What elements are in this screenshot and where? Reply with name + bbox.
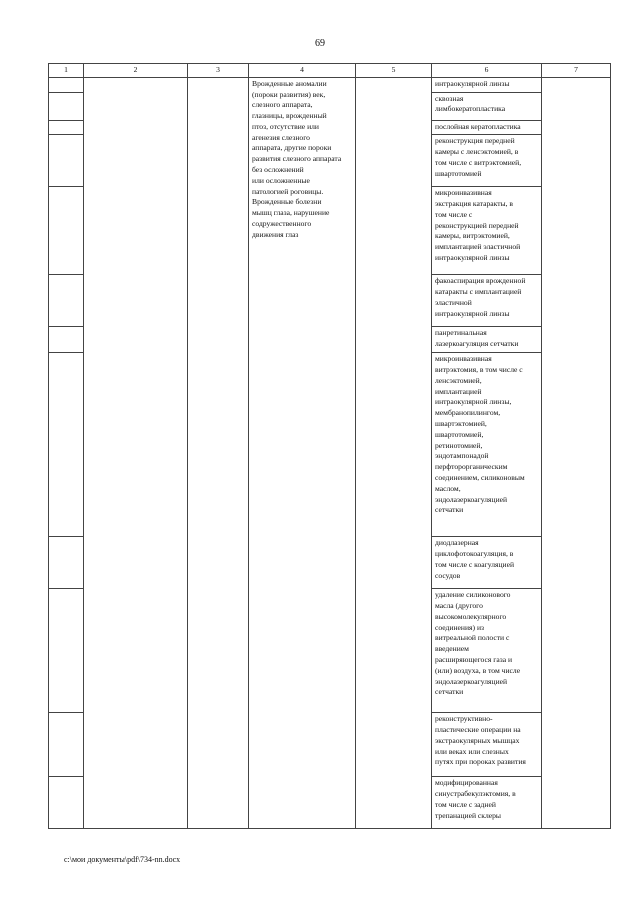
diagnosis-text: Врожденные аномалии (пороки развития) век, слезного аппарата, глазницы, врожденный птоз, отсутствие или агенезия слезного аппарата, другие пороки развития слезного аппарата без осложнений или осложненные патологией роговицы. Врожденные болезни мышц глаза, нарушение содружественного движения глаз [252, 78, 342, 239]
column-header: 3 [188, 64, 249, 78]
column5-merged-cell [356, 77, 432, 829]
procedure-text: диодлазерная циклофотокоагуляция, в том числе с коагуляцией сосудов [435, 538, 515, 580]
column1-cell [49, 77, 84, 92]
table-header-row [49, 64, 611, 78]
page-number: 69 [315, 38, 325, 49]
column-header: 7 [542, 64, 611, 78]
procedure-text: удаление силиконового масла (другого высокомолекулярного соединения) из витреальной полости с введением расширяющегося газа и (или) воздуха, в том числе эндолазеркоагуляцией сетчатки [435, 590, 521, 697]
column3-merged-cell [188, 77, 249, 829]
procedure-cell [432, 353, 542, 537]
column1-cell [49, 327, 84, 353]
procedure-text: микроинвазивная экстракция катаракты, в том числе с реконструкцией передней камеры, витрэктомией, имплантацией эластичной интраокулярной линзы [435, 188, 521, 263]
column1-cell [49, 92, 84, 120]
procedure-cell [432, 327, 542, 353]
services-table [48, 63, 611, 829]
procedure-cell [432, 120, 542, 135]
procedure-text: факоаспирация врожденной катаракты с имплантацией эластичной интраокулярной линзы [435, 276, 526, 318]
procedure-cell [432, 537, 542, 589]
procedure-text: интраокулярной линзы [435, 78, 510, 88]
column-header: 4 [249, 64, 356, 78]
procedure-cell [432, 713, 542, 777]
column1-cell [49, 713, 84, 777]
procedure-text: реконструкция передней камеры с ленсэктомией, в том числе с витрэктомией, швартотомией [435, 136, 522, 178]
column1-cell [49, 353, 84, 537]
file-path-footer: c:\мои документы\pdf\734-nn.docx [64, 855, 181, 864]
column-header: 6 [432, 64, 542, 78]
procedure-text: микроинвазивная витрэктомия, в том числе с ленсэктомией, имплантацией интраокулярной линзы, мембранопилингом, швартэктомией, швартотомией, ретинотомией, эндотампонадой перфторорганическим соединением, силиконовым маслом, эндолазеркоагуляцией сетчатки [435, 354, 525, 515]
procedure-text: сквозная лимбокератопластика [435, 93, 506, 114]
procedure-cell [432, 777, 542, 829]
column1-cell [49, 777, 84, 829]
procedure-cell [432, 275, 542, 327]
procedure-text: модифицированная синустрабекулэктомия, в том числе с задней трепанацией склеры [435, 778, 516, 820]
procedure-cell [432, 589, 542, 713]
diagnosis-cell [249, 77, 356, 829]
procedure-cell [432, 77, 542, 92]
column1-cell [49, 120, 84, 135]
column-header: 2 [84, 64, 188, 78]
column1-cell [49, 275, 84, 327]
column2-merged-cell [84, 77, 188, 829]
table-row [49, 77, 611, 92]
procedure-cell [432, 187, 542, 275]
procedure-cell [432, 92, 542, 120]
column-header: 5 [356, 64, 432, 78]
procedure-cell [432, 135, 542, 187]
column1-cell [49, 589, 84, 713]
column1-cell [49, 537, 84, 589]
column-header: 1 [49, 64, 84, 78]
procedure-text: реконструктивно- пластические операции на экстраокулярных мышцах или веках или слезных путях при пороках развития [435, 714, 526, 767]
procedure-text: послойная кератопластика [435, 121, 521, 131]
procedure-text: панретинальная лазеркоагуляция сетчатки [435, 328, 519, 349]
column7-merged-cell [542, 77, 611, 829]
column1-cell [49, 135, 84, 187]
column1-cell [49, 187, 84, 275]
